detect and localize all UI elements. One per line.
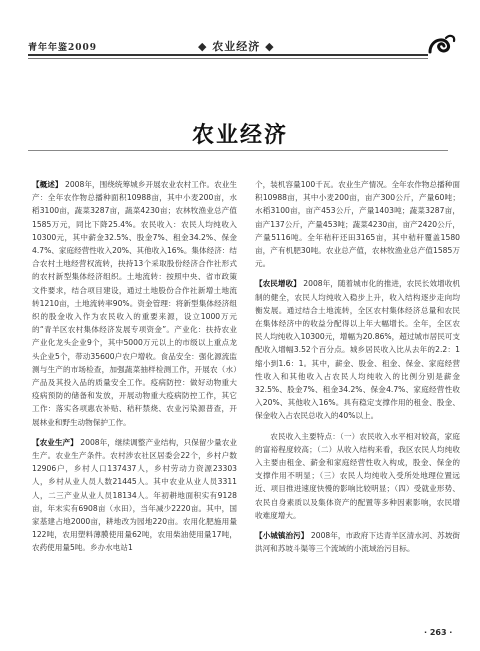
section-tag: 【小城镇治污】 — [255, 531, 309, 541]
paragraph-text: 2008年，随着城市化的推进，农民长效增收机制的健全，农民人均纯收入稳步上升，收入结构逐步走向均衡发展。通过结合土地流转，全区农村集体经济总量和农民在集体经济中的收益分配得以上年大幅增长。全年，全区农民人均纯收入10300元，增幅为20.86%，超过城市居民可支配收入增幅3.52个百分点。城乡居民收入比从去年的2.2：1缩小到1.6：1。其中，薪金、股金、租金、保金、家庭经营性收入和其他收入占农民人均纯收入的比例分别是薪金32.5%、股金7%、租金34.2%、保金4.7%、家庭经营性收入20%、其他收入16%。具有稳定支撑作用的租金、股金、保金收入占农民总收入的40%以上。 — [255, 279, 460, 421]
section-tag: 【概述】 — [32, 180, 63, 189]
left-column — [32, 178, 237, 618]
section-tag: 【农民增收】 — [255, 279, 301, 289]
swirl-logo-icon — [426, 32, 456, 58]
page-header — [28, 36, 452, 62]
paragraph-text: 2008年，继续调整产业结构，只保留少量农业生产。农业生产条件。农村涉农社区居委会22个，乡村户数12906户，乡村人口137437人，乡村劳动力资源23303人，乡村从业人员人数21445人。其中农业从业人员3311人，二三产业从业人员18134人。年初耕地面积实有9128亩，年末实有6908亩（水田），当年减少2220亩。其中，国家基建占地2000亩，耕地改为园地220亩。农用化肥施用量122吨，农用塑料薄膜使用量62吨，农用柴油使用量17吨，农药使用量5吨。乡办水电站1 — [32, 437, 237, 553]
paragraph — [255, 430, 460, 522]
paragraph — [32, 178, 237, 429]
paragraph — [255, 529, 460, 555]
paragraph — [255, 277, 460, 422]
title-rule — [28, 150, 448, 151]
paragraph-text: 2008年，围绕统筹城乡开展农业农村工作。农业生产：全年农作物总播种面积10988亩，其中小麦200亩，水稻3100亩，蔬菜3287亩，蔬菜4230亩；农林牧渔业总产值1585万元，同比下降25.4%。农民收入：农民人均纯收入10300元，其中薪金32.5%、股金7%、租金34.2%、保金4.7%、家庭经营性收入20%、其他收入16%。集体经济：结合农村土地经营权流转，抉持13个采取股份经济合作社形式的农村新型集体经济组织。土地流转：按照中央、省市政策文件要求，结合项目建设，通过土地股份合作社新增土地流转1210亩，土地流转率90%。资金管理：将新型集体经济组织的股金收入作为农民收入的重要来源，设立1000万元的“青羊区农村集体经济发展专项资金”。产业化：扶持农业产业化龙头企业9个，其中5000万元以上的市级以上重点龙头企业5个，带动35600户农户增收。食品安全：强化源流监测与生产的市场检查，加强蔬菜抽样检测工作，开展农（水）产品及其投入品的质量安全工作。疫病防控：做好动物重大疫病预防的储备和发放，开展动物重大疫病防控工作，其它工作：落实各项惠农补贴、秸秆禁烧、农业污染源普查，开展林业和野生动物保护工作。 — [32, 180, 237, 427]
paragraph-text: 个，装机容量100千瓦。农业生产情况。全年农作物总播种面积10988亩，其中小麦200亩，亩产300公斤，产量60吨；水稻3100亩，亩产453公斤，产量1403吨；蔬菜3287亩，亩产137公斤，产量453吨；蔬菜4230亩，亩产2420公斤，产量5116吨。全年秸秆还田3165亩，其中秸秆覆盖1580亩，产有机肥30吨。农业总产值，农林牧渔业总产值1585万元。 — [255, 180, 460, 269]
yearbook-name: 青年年鉴2009 — [28, 43, 98, 53]
page-number: · 263 · — [424, 628, 453, 637]
section-label: ◆ 农业经济 ◆ — [198, 40, 275, 53]
paragraph — [32, 436, 237, 555]
header-rule — [28, 54, 428, 56]
section-tag: 【农业生产】 — [32, 437, 78, 447]
paragraph-text: 农民收入主要特点：（一）农民收入水平相对较高，家庭的富裕程度较高；（二）从收入结构来看，我区农民人均纯收入主要由租金、薪金和家庭经营性收入构成，股金、保金的支撑作用不明显；（三）农民人均纯收入受所处地理位置远近、项目推进速度快慢的影响比较明显；（四）受就业形势、农民自身素质以及集体资产的配置等多种因素影响，农民增收难度增大。 — [255, 431, 460, 520]
header-rule-thin — [28, 58, 428, 59]
paragraph — [255, 178, 460, 270]
page-title: 农业经济 — [191, 123, 288, 148]
paragraph-text: 2008年，市政府下达青羊区清水河、苏坡街洪河和苏坡斗渠等三个流域的小流域治污目标。 — [255, 531, 460, 554]
right-column — [255, 178, 460, 623]
